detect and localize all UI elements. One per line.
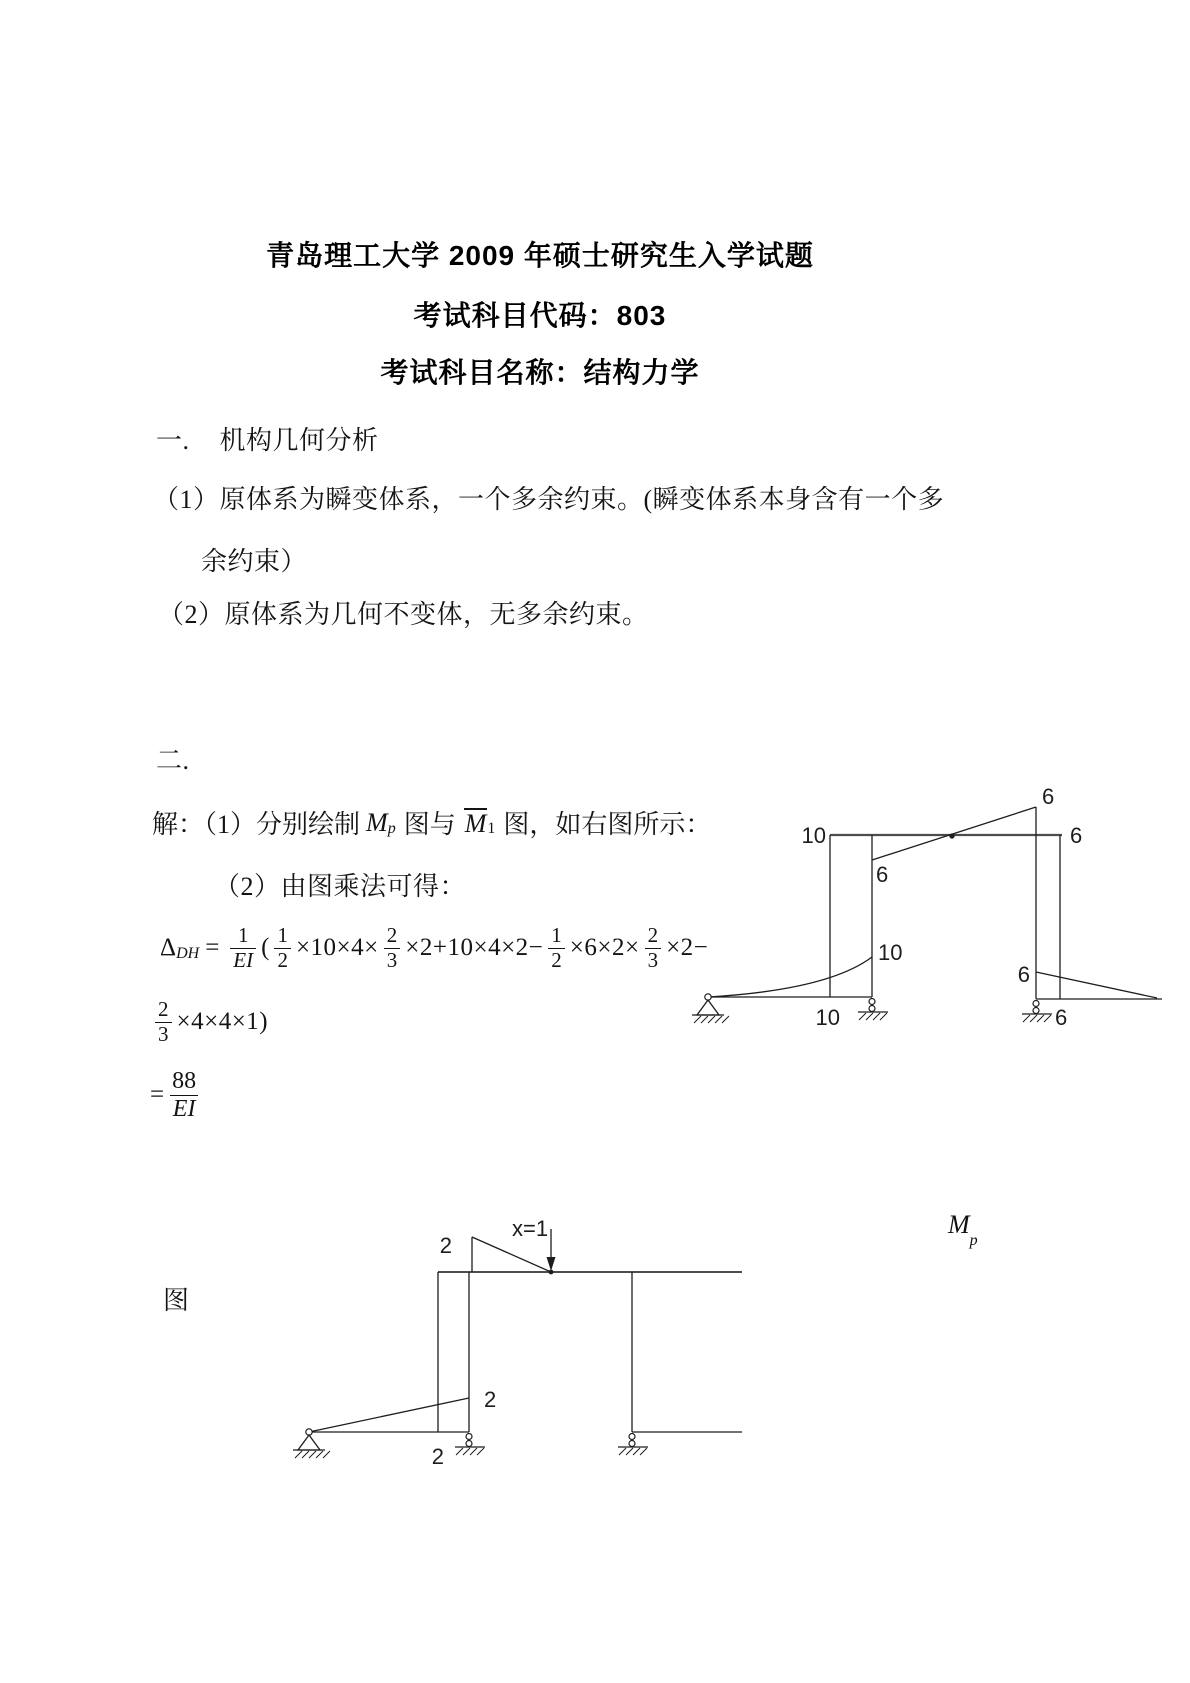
frame1-label-beam-right: 6 [1070, 823, 1083, 848]
solve-suffix: 图，如右图所示： [503, 810, 712, 839]
result-equals-sign: = [150, 1081, 165, 1109]
section1-item2: （2）原体系为几何不变体，无多余约束。 [158, 600, 649, 629]
moment-zero-point-dot [949, 833, 954, 838]
formula-line-1: Δ $_{DH}$ = $\frac{1}{EI}$ ( $\frac{1}{2}$ ×10×4× $\frac{2}{3}$ ×2+10×4×2− $\frac{1}{2}$ ×6×2× $\frac{2}{3}$ ×2− [160, 923, 709, 972]
mp-symbol: M [366, 807, 388, 837]
formula-segment-5: ×4×4×1) [176, 1008, 269, 1036]
fraction-1-2: $\frac{1}{2}$ [274, 924, 291, 972]
section1-heading-text: 机构几何分析 [219, 426, 379, 455]
section2-number: 二. [156, 746, 190, 775]
delta-symbol: Δ [160, 934, 177, 962]
fraction-1-2b: $\frac{1}{2}$ [548, 924, 565, 972]
section2-step2: （2）由图乘法可得： [214, 872, 467, 901]
beam-moment-hypotenuse [472, 1237, 551, 1272]
mp-caption-symbol: M [948, 1210, 970, 1239]
moment-diagram-frame-2 [293, 1216, 742, 1469]
column-moment-diagonal [309, 1398, 469, 1432]
mid-text: 图与 [403, 810, 456, 839]
section1-item1-line2: 余约束） [201, 547, 308, 576]
right-base-moment-diagonal [1036, 972, 1157, 998]
section1-item1-line1: （1）原体系为瞬变体系，一个多余约束。(瞬变体系本身含有一个多 [153, 485, 945, 514]
frame1-label-column-curve: 10 [878, 940, 903, 965]
frame1-label-beam-left: 10 [801, 823, 826, 848]
solution-line: 解：（1）分别绘制 M $_p$ 图与 M $_1$ 图，如右图所示： [152, 804, 711, 841]
frame1-label-right-column: 6 [1017, 962, 1030, 987]
moment-diagram-frame-1 [692, 784, 1162, 1030]
coefficient-fraction: $\frac{1}{EI}$ [230, 924, 256, 972]
pin-support-frame1 [692, 994, 729, 1023]
formula-segment-1: ×10×4× [295, 934, 379, 962]
roller-support-frame1-left [858, 999, 888, 1021]
frame2-unit-load-label: x=1 [512, 1216, 549, 1241]
mp-caption-subscript: p [969, 1232, 978, 1250]
fraction-2-3c: $\frac{2}{3}$ [155, 998, 172, 1046]
subject-code-line: 考试科目代码：803 [413, 300, 667, 331]
frame1-label-base-right: 6 [1055, 1005, 1068, 1030]
roller-support-frame2-right [618, 1434, 648, 1456]
left-column-moment-curve [708, 957, 872, 997]
m1-bar-symbol: M [464, 809, 487, 838]
formula-segment-4: ×2− [666, 934, 709, 962]
fraction-2-3: $\frac{2}{3}$ [384, 924, 401, 972]
frame2-label-apex: 2 [439, 1233, 452, 1258]
frame1-label-base-left: 10 [815, 1005, 840, 1030]
formula-segment-2: ×2+10×4×2− [405, 934, 544, 962]
frame2-label-column-mid: 2 [484, 1387, 497, 1412]
formula-segment-3: ×6×2× [569, 934, 640, 962]
equals-sign: = [205, 934, 220, 962]
pin-support-frame2 [293, 1429, 330, 1458]
frame1-label-diag-start: 6 [876, 862, 889, 887]
frame2-label-base: 2 [431, 1444, 444, 1469]
roller-support-frame1-right [1022, 1001, 1052, 1023]
fraction-2-3b: $\frac{2}{3}$ [645, 924, 662, 972]
figure-caption-char: 图 [163, 1286, 190, 1315]
roller-support-frame2-left [455, 1434, 485, 1456]
frame1-label-diag-apex: 6 [1042, 784, 1055, 809]
subject-name-line: 考试科目名称：结构力学 [380, 357, 700, 388]
page-title: 青岛理工大学 2009 年硕士研究生入学试题 [266, 240, 814, 271]
beam-moment-diagonal [872, 807, 1036, 860]
solve-prefix: 解：（1）分别绘制 [152, 810, 361, 839]
open-paren: ( [261, 934, 270, 962]
result-fraction: $\frac{88}{EI}$ [169, 1068, 199, 1123]
section1-number: 一. [156, 426, 190, 455]
